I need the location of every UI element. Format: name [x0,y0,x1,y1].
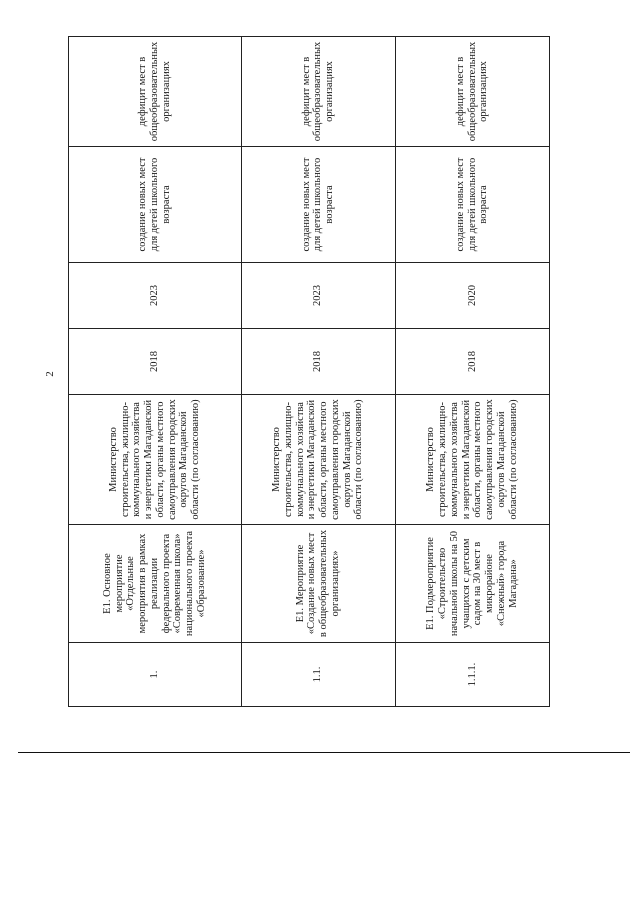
start-year: 2018 [241,329,395,395]
start-year: 2018 [395,329,549,395]
expected-result: создание новых мест для детей школьного возраста [241,147,395,263]
problem-statement: дефицит мест в общеобразовательных организациях [241,37,395,147]
row-number: 1. [69,643,242,707]
responsible-executor: Министерство строительства, жилищно-коммунального хозяйства и энергетики Магаданской области, органы местного самоуправления городских округов Магаданской области (по согласованию) [69,395,242,525]
measure-name: E1. Основное мероприятие «Отдельные мероприятия в рамках реализации федерального проекта «Современная школа» национального проекта «Образование» [69,525,242,643]
measures-table [68,36,550,707]
problem-statement: дефицит мест в общеобразовательных организациях [395,37,549,147]
measures-table-container [68,37,550,707]
bottom-divider [18,752,630,753]
table-row [395,37,549,707]
responsible-executor: Министерство строительства, жилищно-коммунального хозяйства и энергетики Магаданской области, органы местного самоуправления городских округов Магаданской области (по согласованию) [395,395,549,525]
row-number: 1.1.1. [395,643,549,707]
measure-name: E1. Мероприятие «Создание новых мест в общеобразовательных организациях» [241,525,395,643]
expected-result: создание новых мест для детей школьного возраста [69,147,242,263]
expected-result: создание новых мест для детей школьного возраста [395,147,549,263]
start-year: 2018 [69,329,242,395]
table-row [241,37,395,707]
row-number: 1.1. [241,643,395,707]
end-year: 2023 [241,263,395,329]
responsible-executor: Министерство строительства, жилищно-коммунального хозяйства и энергетики Магаданской области, органы местного самоуправления городских округов Магаданской области (по согласованию) [241,395,395,525]
end-year: 2023 [69,263,242,329]
problem-statement: дефицит мест в общеобразовательных организациях [69,37,242,147]
measure-name: E1. Подмероприятие «Строительство начальной школы на 50 учащихся с детским садом на 30 мест в микрорайоне «Снежный» города Магадана» [395,525,549,643]
page-number: 2 [44,371,56,377]
end-year: 2020 [395,263,549,329]
table-row [69,37,242,707]
